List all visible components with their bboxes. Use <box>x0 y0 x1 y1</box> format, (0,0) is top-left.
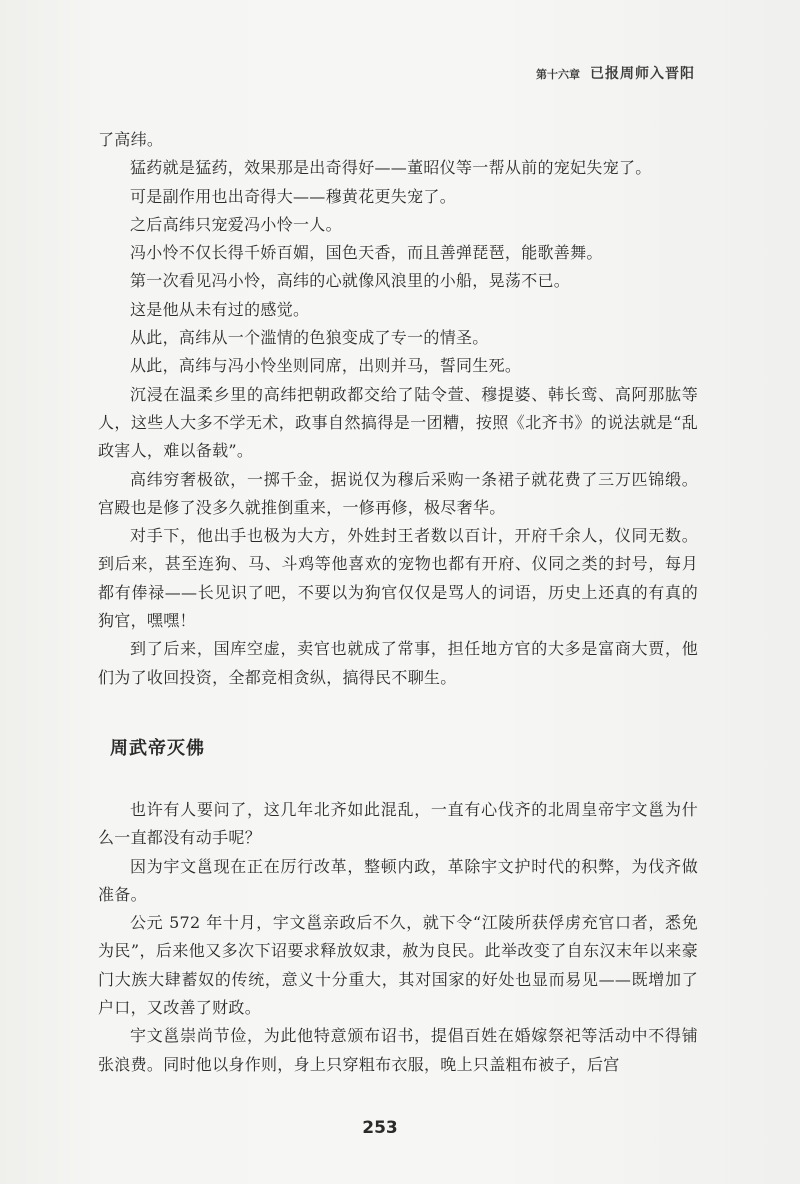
paragraph: 沉浸在温柔乡里的高纬把朝政都交给了陆令萱、穆提婆、韩长鸾、高阿那肱等人，这些人大多不学无术，政事自然搞得是一团糟，按照《北齐书》的说法就是“乱政害人，难以备载”。 <box>98 384 698 461</box>
page-number: 253 <box>362 1118 398 1138</box>
body-text <box>98 126 698 1079</box>
paragraph: 也许有人要问了，这几年北齐如此混乱，一直有心伐齐的北周皇帝宇文邕为什么一直都没有动手呢？ <box>98 799 698 848</box>
paragraph: 了高纬。 <box>98 130 164 149</box>
paragraphs-after-heading <box>98 796 698 1079</box>
paragraph: 从此，高纬与冯小怜坐则同席，出则并马，誓同生死。 <box>130 356 522 376</box>
chapter-number: 第十六章 <box>536 68 580 81</box>
paragraph: 到了后来，国库空虚，卖官也就成了常事，担任地方官的大多是富商大贾，他们为了收回投资，全都竞相贪纵，搞得民不聊生。 <box>98 639 698 687</box>
paragraph: 可是副作用也出奇得大——穆黄花更失宠了。 <box>130 186 457 206</box>
paragraph: 对手下，他出手也极为大方，外姓封王者数以百计，开府千余人，仪同无数。到后来，甚至连狗、马、斗鸡等他喜欢的宠物也都有开府、仪同之类的封号，每月都有俸禄——长见识了吧，不要以为狗官仅仅是骂人的词语，历史上还真的有真的狗官，嘿嘿！ <box>98 526 698 631</box>
paragraph: 冯小怜不仅长得千娇百媚，国色天香，而且善弹琵琶，能歌善舞。 <box>130 243 603 263</box>
paragraph: 宇文邕崇尚节俭，为此他特意颁布诏书，提倡百姓在婚嫁祭祀等活动中不得铺张浪费。同时他以身作则，身上只穿粗布衣服，晚上只盖粗布被子，后宫 <box>98 1026 698 1074</box>
section-heading: 周武帝灭佛 <box>110 737 205 759</box>
paragraph: 因为宇文邕现在正在厉行改革，整顿内政，革除宇文护时代的积弊，为伐齐做准备。 <box>98 856 698 904</box>
paragraph: 猛药就是猛药，效果那是出奇得好——董昭仪等一帮从前的宠妃失宠了。 <box>130 158 652 178</box>
paragraph: 高纬穷奢极欲，一掷千金，据说仅为穆后采购一条裙子就花费了三万匹锦缎。宫殿也是修了没多久就推倒重来，一修再修，极尽奢华。 <box>98 469 698 517</box>
paragraphs-before-heading <box>98 126 698 692</box>
chapter-title: 已报周师入晋阳 <box>590 66 695 82</box>
paragraph: 这是他从未有过的感觉。 <box>130 299 310 319</box>
paragraph: 第一次看见冯小怜，高纬的心就像风浪里的小船，晃荡不已。 <box>130 271 571 291</box>
running-head <box>536 63 695 83</box>
paragraph: 之后高纬只宠爱冯小怜一人。 <box>130 214 342 234</box>
paragraph: 从此，高纬从一个滥情的色狼变成了专一的情圣。 <box>130 328 489 348</box>
paragraph: 公元 572 年十月，宇文邕亲政后不久，就下令“江陵所获俘虏充官口者，悉免为民”，后来他又多次下诏要求释放奴隶，赦为良民。此举改变了自东汉末年以来豪门大族大肆蓄奴的传统，意义十分重大，其对国家的好处也显而易见——既增加了户口，又改善了财政。 <box>98 913 698 1018</box>
